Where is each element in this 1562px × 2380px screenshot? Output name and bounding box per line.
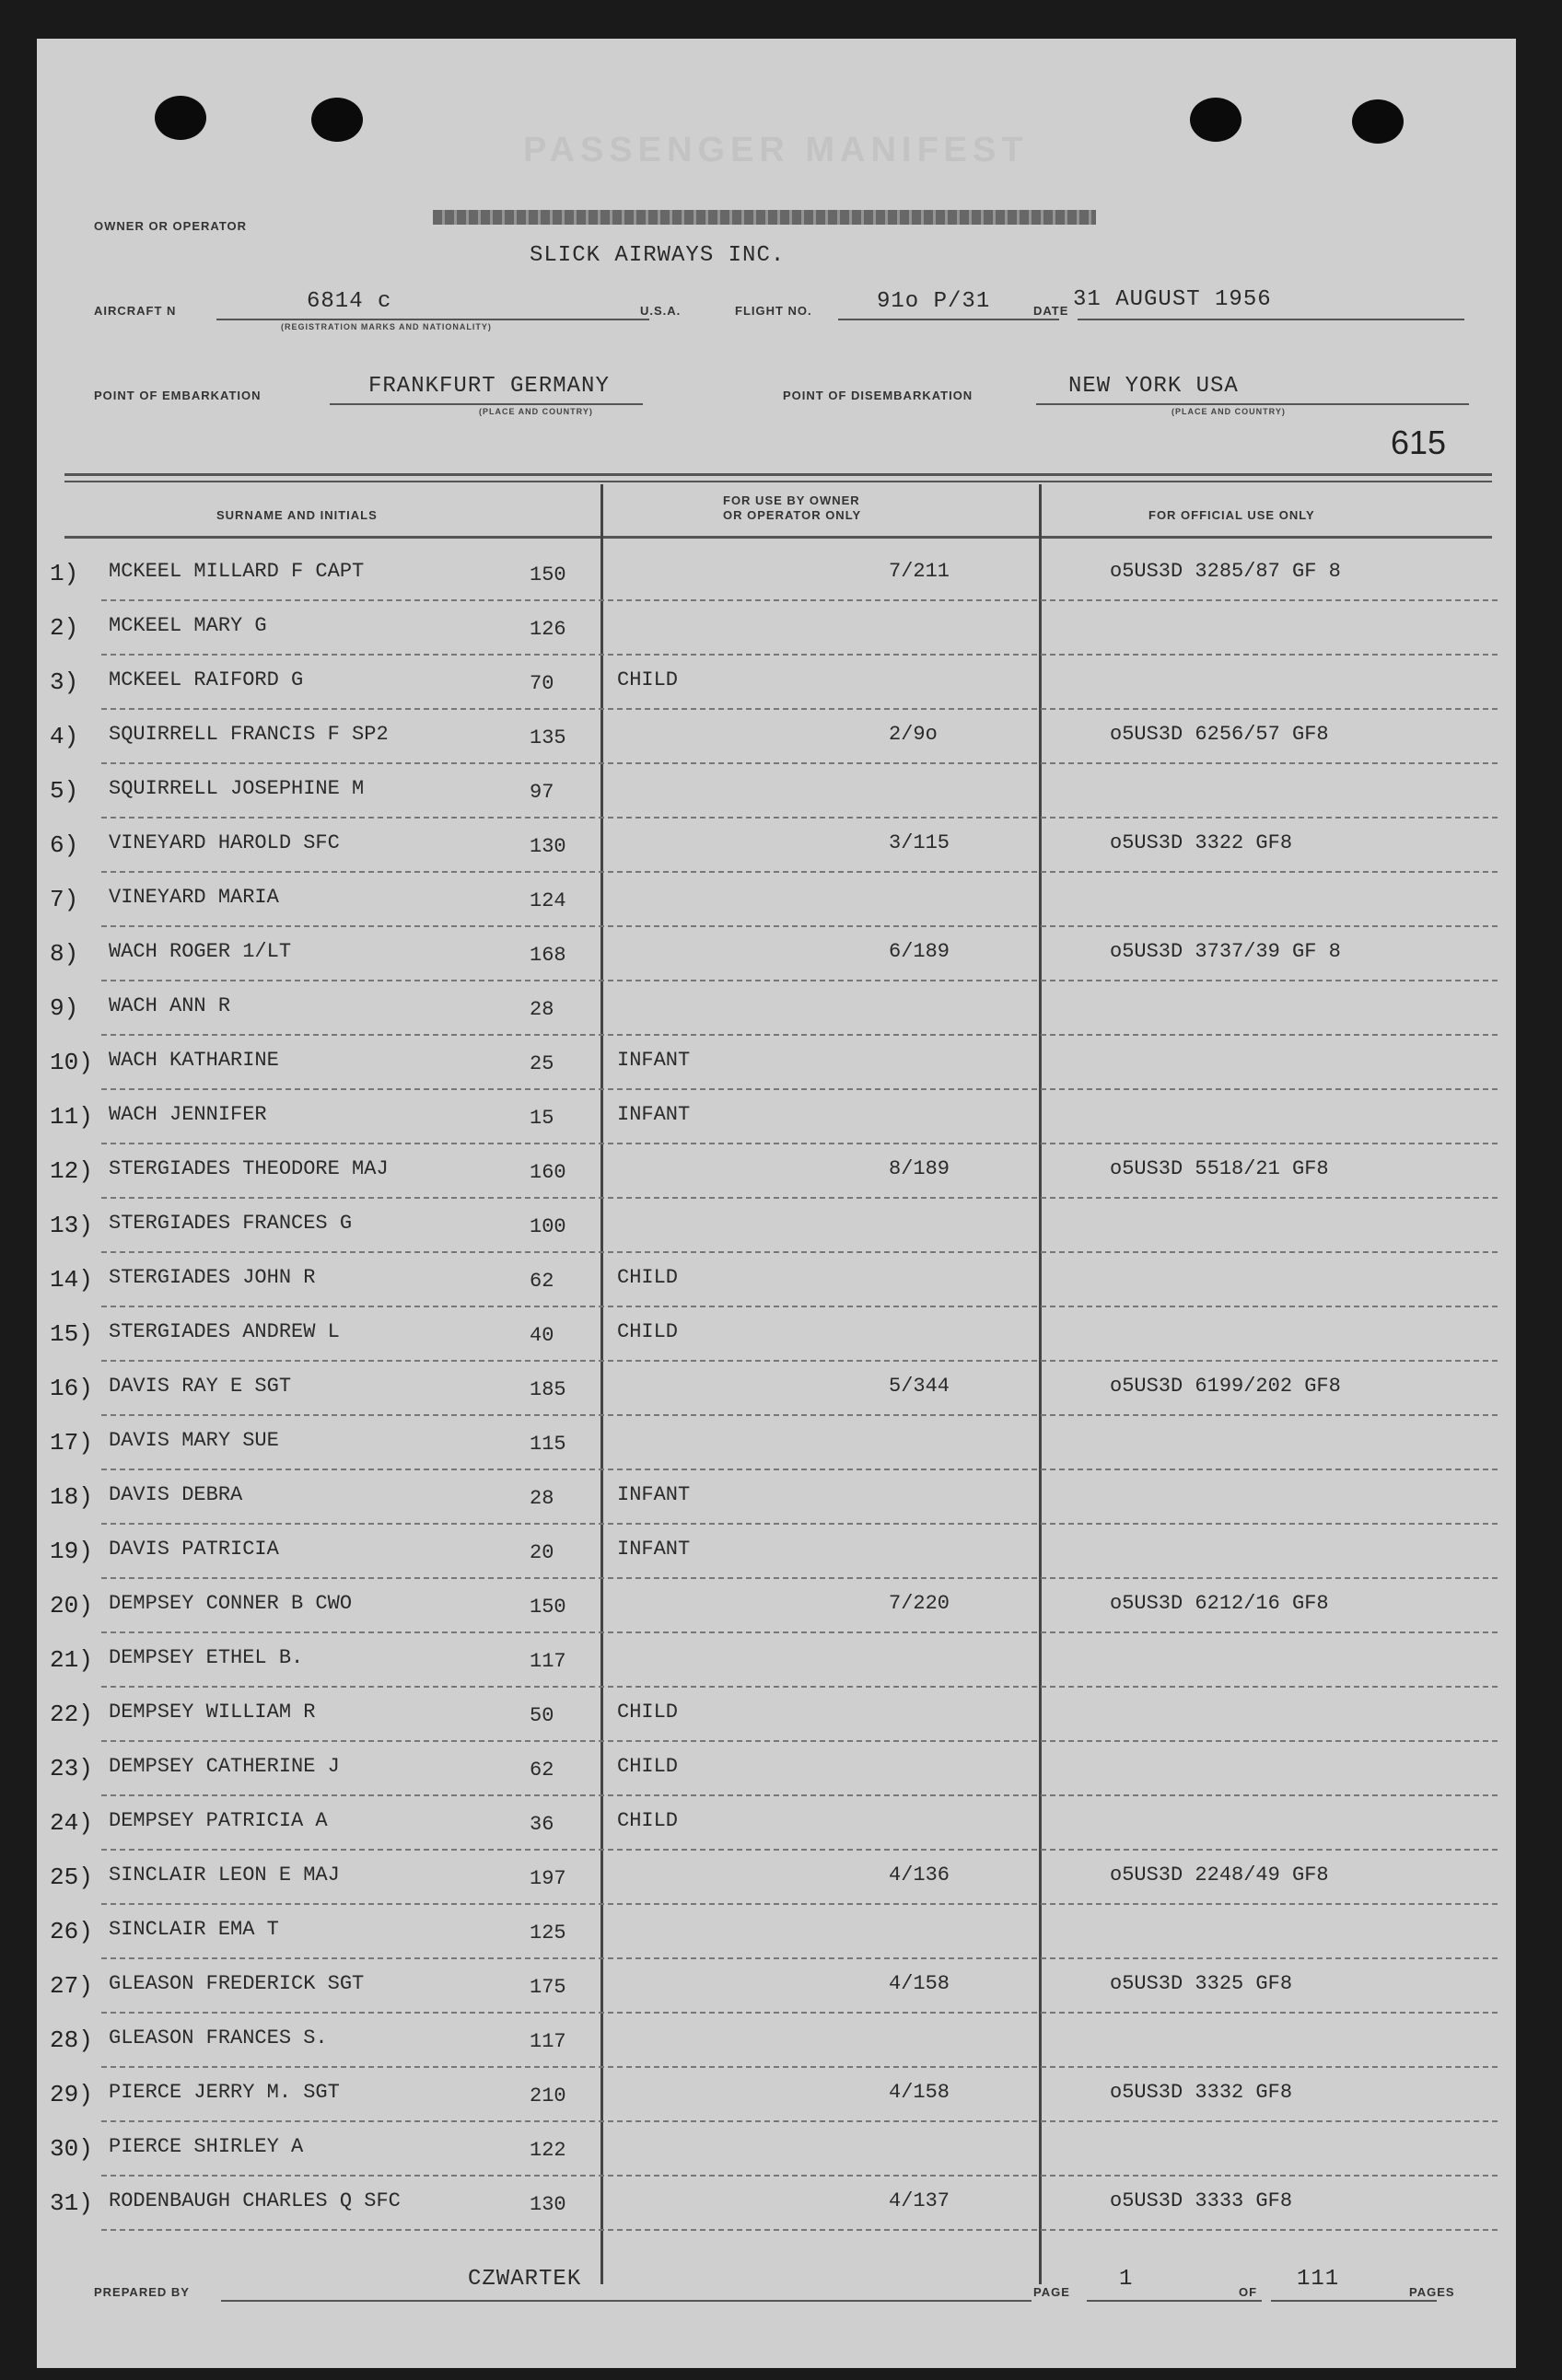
passenger-list — [37, 543, 1516, 2283]
passenger-weight: 135 — [530, 726, 566, 749]
registration-caption: (REGISTRATION MARKS AND NATIONALITY) — [281, 322, 492, 331]
passenger-weight: 117 — [530, 1650, 566, 1673]
row-number: 25) — [50, 1863, 93, 1891]
table-row — [37, 873, 1516, 927]
passenger-name: DEMPSEY ETHEL B. — [109, 1646, 304, 1669]
passenger-note: INFANT — [617, 1483, 691, 1506]
passenger-weight: 115 — [530, 1433, 566, 1456]
passenger-name: WACH JENNIFER — [109, 1103, 267, 1126]
passenger-weight: 97 — [530, 781, 554, 804]
prepared-underline — [221, 2300, 1032, 2302]
usa-label: U.S.A. — [640, 304, 682, 318]
passenger-weight: 40 — [530, 1324, 554, 1347]
passenger-name: SINCLAIR LEON E MAJ — [109, 1863, 340, 1887]
table-row — [37, 2122, 1516, 2177]
passenger-weight: 70 — [530, 672, 554, 695]
passenger-weight: 168 — [530, 944, 566, 967]
table-row — [37, 1579, 1516, 1633]
owner-operator-code: 3/115 — [889, 831, 950, 854]
table-row — [37, 1416, 1516, 1470]
owner-label: OWNER OR OPERATOR — [94, 219, 248, 233]
row-number: 26) — [50, 1918, 93, 1945]
passenger-weight: 175 — [530, 1976, 566, 1999]
table-top-rule-2 — [64, 481, 1492, 482]
passenger-name: SQUIRRELL JOSEPHINE M — [109, 777, 365, 800]
owner-operator-code: 2/9o — [889, 723, 938, 746]
table-row — [37, 1525, 1516, 1579]
table-row — [37, 1470, 1516, 1525]
passenger-note: CHILD — [617, 1701, 679, 1724]
passenger-name: PIERCE SHIRLEY A — [109, 2135, 304, 2158]
owner-operator-code: 4/158 — [889, 1972, 950, 1995]
passenger-weight: 117 — [530, 2030, 566, 2053]
passenger-weight: 126 — [530, 618, 566, 641]
passenger-note: INFANT — [617, 1103, 691, 1126]
passenger-weight: 130 — [530, 2193, 566, 2216]
official-use-code: o5US3D 3285/87 GF 8 — [1110, 560, 1341, 583]
passenger-weight: 36 — [530, 1813, 554, 1836]
flight-underline — [838, 319, 1059, 320]
row-number: 1) — [50, 560, 79, 587]
passenger-note: CHILD — [617, 668, 679, 691]
table-row — [37, 764, 1516, 818]
official-use-code: o5US3D 6212/16 GF8 — [1110, 1592, 1329, 1615]
of-value: 111 — [1297, 2267, 1340, 2292]
passenger-name: WACH KATHARINE — [109, 1049, 279, 1072]
flight-label: FLIGHT NO. — [735, 304, 812, 318]
column-header-official: FOR OFFICIAL USE ONLY — [1148, 508, 1315, 522]
row-number: 30) — [50, 2135, 93, 2163]
punch-hole — [1190, 98, 1241, 142]
row-number: 7) — [50, 886, 79, 913]
table-row — [37, 1959, 1516, 2014]
passenger-weight: 124 — [530, 889, 566, 912]
disembark-value: NEW YORK USA — [1068, 374, 1239, 399]
row-number: 11) — [50, 1103, 93, 1131]
passenger-weight: 160 — [530, 1161, 566, 1184]
passenger-name: DEMPSEY CONNER B CWO — [109, 1592, 353, 1615]
passenger-name: VINEYARD HAROLD SFC — [109, 831, 340, 854]
table-row — [37, 1090, 1516, 1144]
passenger-weight: 50 — [530, 1704, 554, 1727]
passenger-name: DAVIS DEBRA — [109, 1483, 243, 1506]
table-top-rule — [64, 473, 1492, 476]
owner-operator-code: 7/211 — [889, 560, 950, 583]
passenger-name: DEMPSEY CATHERINE J — [109, 1755, 340, 1778]
passenger-note: INFANT — [617, 1538, 691, 1561]
aircraft-underline — [216, 319, 649, 320]
row-number: 16) — [50, 1375, 93, 1402]
table-row — [37, 1905, 1516, 1959]
passenger-note: CHILD — [617, 1320, 679, 1343]
passenger-name: DEMPSEY WILLIAM R — [109, 1701, 316, 1724]
table-row — [37, 2177, 1516, 2231]
row-number: 18) — [50, 1483, 93, 1511]
row-number: 27) — [50, 1972, 93, 2000]
passenger-name: SQUIRRELL FRANCIS F SP2 — [109, 723, 389, 746]
passenger-name: MCKEEL MARY G — [109, 614, 267, 637]
owner-value: SLICK AIRWAYS INC. — [530, 243, 786, 268]
row-number: 10) — [50, 1049, 93, 1076]
punch-hole — [155, 96, 206, 140]
table-row — [37, 547, 1516, 601]
passenger-note: CHILD — [617, 1755, 679, 1778]
row-number: 2) — [50, 614, 79, 642]
date-value: 31 AUGUST 1956 — [1073, 287, 1272, 312]
official-use-code: o5US3D 3322 GF8 — [1110, 831, 1293, 854]
table-row — [37, 2068, 1516, 2122]
passenger-note: INFANT — [617, 1049, 691, 1072]
passenger-name: GLEASON FRANCES S. — [109, 2026, 328, 2049]
owner-operator-code: 4/137 — [889, 2189, 950, 2212]
owner-operator-code: 5/344 — [889, 1375, 950, 1398]
row-number: 22) — [50, 1701, 93, 1728]
embark-value: FRANKFURT GERMANY — [368, 374, 610, 399]
punch-hole — [1352, 99, 1404, 144]
table-row — [37, 981, 1516, 1036]
table-row — [37, 1253, 1516, 1307]
disembark-underline — [1036, 403, 1469, 405]
row-number: 13) — [50, 1212, 93, 1239]
row-number: 14) — [50, 1266, 93, 1294]
row-number: 28) — [50, 2026, 93, 2054]
row-number: 23) — [50, 1755, 93, 1782]
of-underline — [1271, 2300, 1437, 2302]
passenger-weight: 28 — [530, 998, 554, 1021]
passenger-name: DEMPSEY PATRICIA A — [109, 1809, 328, 1832]
owner-operator-code: 6/189 — [889, 940, 950, 963]
table-row — [37, 818, 1516, 873]
official-use-code: o5US3D 3737/39 GF 8 — [1110, 940, 1341, 963]
passenger-weight: 62 — [530, 1270, 554, 1293]
disembark-caption: (PLACE AND COUNTRY) — [1172, 407, 1286, 416]
passenger-weight: 197 — [530, 1867, 566, 1890]
page-underline — [1087, 2300, 1262, 2302]
passenger-weight: 150 — [530, 563, 566, 586]
official-use-code: o5US3D 6199/202 GF8 — [1110, 1375, 1341, 1398]
column-header-owner-2: OR OPERATOR ONLY — [723, 508, 862, 522]
row-number: 21) — [50, 1646, 93, 1674]
column-header-surname: SURNAME AND INITIALS — [216, 508, 378, 522]
passenger-name: MCKEEL MILLARD F CAPT — [109, 560, 365, 583]
table-row — [37, 1362, 1516, 1416]
owner-operator-code: 4/136 — [889, 1863, 950, 1887]
official-use-code: o5US3D 2248/49 GF8 — [1110, 1863, 1329, 1887]
passenger-weight: 122 — [530, 2139, 566, 2162]
struck-out-operator — [433, 210, 1096, 225]
row-number: 29) — [50, 2081, 93, 2108]
row-number: 19) — [50, 1538, 93, 1565]
row-rule — [101, 2229, 1498, 2231]
disembark-label: POINT OF DISEMBARKATION — [783, 389, 973, 402]
row-number: 24) — [50, 1809, 93, 1837]
manifest-sheet — [37, 39, 1516, 2368]
passenger-weight: 100 — [530, 1215, 566, 1238]
table-row — [37, 1688, 1516, 1742]
passenger-name: SINCLAIR EMA T — [109, 1918, 279, 1941]
table-row — [37, 1144, 1516, 1199]
official-use-code: o5US3D 3333 GF8 — [1110, 2189, 1293, 2212]
aircraft-label: AIRCRAFT N — [94, 304, 177, 318]
passenger-note: CHILD — [617, 1266, 679, 1289]
date-label: DATE — [1033, 304, 1069, 318]
passenger-name: DAVIS PATRICIA — [109, 1538, 279, 1561]
of-label: OF — [1239, 2285, 1258, 2299]
official-use-code: o5US3D 3332 GF8 — [1110, 2081, 1293, 2104]
passenger-weight: 62 — [530, 1759, 554, 1782]
column-header-owner-1: FOR USE BY OWNER — [723, 493, 860, 507]
row-number: 4) — [50, 723, 79, 750]
row-number: 20) — [50, 1592, 93, 1620]
passenger-weight: 185 — [530, 1378, 566, 1401]
table-row — [37, 1036, 1516, 1090]
table-row — [37, 601, 1516, 656]
passenger-name: STERGIADES THEODORE MAJ — [109, 1157, 389, 1180]
official-use-code: o5US3D 3325 GF8 — [1110, 1972, 1293, 1995]
embark-underline — [330, 403, 643, 405]
flight-value: 91o P/31 — [877, 289, 991, 314]
passenger-name: WACH ROGER 1/LT — [109, 940, 292, 963]
table-row — [37, 927, 1516, 981]
prepared-label: PREPARED BY — [94, 2285, 190, 2299]
page-stamp: 615 — [1391, 424, 1447, 461]
row-number: 17) — [50, 1429, 93, 1457]
prepared-value: CZWARTEK — [468, 2267, 582, 2292]
row-number: 12) — [50, 1157, 93, 1185]
table-row — [37, 710, 1516, 764]
table-row — [37, 1851, 1516, 1905]
passenger-name: PIERCE JERRY M. SGT — [109, 2081, 340, 2104]
punch-hole — [311, 98, 363, 142]
owner-operator-code: 7/220 — [889, 1592, 950, 1615]
passenger-name: STERGIADES JOHN R — [109, 1266, 316, 1289]
table-row — [37, 1633, 1516, 1688]
table-row — [37, 656, 1516, 710]
passenger-name: STERGIADES FRANCES G — [109, 1212, 353, 1235]
owner-operator-code: 4/158 — [889, 2081, 950, 2104]
table-row — [37, 1796, 1516, 1851]
passenger-weight: 210 — [530, 2084, 566, 2107]
passenger-name: WACH ANN R — [109, 994, 231, 1017]
row-number: 31) — [50, 2189, 93, 2217]
embark-caption: (PLACE AND COUNTRY) — [479, 407, 593, 416]
passenger-name: STERGIADES ANDREW L — [109, 1320, 340, 1343]
passenger-weight: 28 — [530, 1487, 554, 1510]
row-number: 5) — [50, 777, 79, 805]
passenger-note: CHILD — [617, 1809, 679, 1832]
date-underline — [1078, 319, 1464, 320]
passenger-weight: 15 — [530, 1107, 554, 1130]
aircraft-value: 6814 c — [307, 289, 392, 314]
passenger-weight: 125 — [530, 1921, 566, 1945]
owner-operator-code: 8/189 — [889, 1157, 950, 1180]
passenger-weight: 150 — [530, 1596, 566, 1619]
row-number: 3) — [50, 668, 79, 696]
passenger-name: GLEASON FREDERICK SGT — [109, 1972, 365, 1995]
row-number: 6) — [50, 831, 79, 859]
passenger-name: MCKEEL RAIFORD G — [109, 668, 304, 691]
table-row — [37, 1307, 1516, 1362]
page-label: PAGE — [1033, 2285, 1070, 2299]
passenger-weight: 25 — [530, 1052, 554, 1075]
passenger-weight: 20 — [530, 1541, 554, 1564]
official-use-code: o5US3D 5518/21 GF8 — [1110, 1157, 1329, 1180]
official-use-code: o5US3D 6256/57 GF8 — [1110, 723, 1329, 746]
passenger-name: VINEYARD MARIA — [109, 886, 279, 909]
embark-label: POINT OF EMBARKATION — [94, 389, 262, 402]
passenger-name: DAVIS MARY SUE — [109, 1429, 279, 1452]
passenger-name: RODENBAUGH CHARLES Q SFC — [109, 2189, 401, 2212]
form-title: PASSENGER MANIFEST — [523, 131, 1029, 169]
passenger-name: DAVIS RAY E SGT — [109, 1375, 292, 1398]
table-header-rule — [64, 536, 1492, 539]
pages-label: PAGES — [1409, 2285, 1455, 2299]
table-row — [37, 1199, 1516, 1253]
table-row — [37, 1742, 1516, 1796]
row-number: 9) — [50, 994, 79, 1022]
table-row — [37, 2014, 1516, 2068]
row-number: 15) — [50, 1320, 93, 1348]
passenger-weight: 130 — [530, 835, 566, 858]
row-number: 8) — [50, 940, 79, 968]
page-value: 1 — [1119, 2267, 1134, 2292]
